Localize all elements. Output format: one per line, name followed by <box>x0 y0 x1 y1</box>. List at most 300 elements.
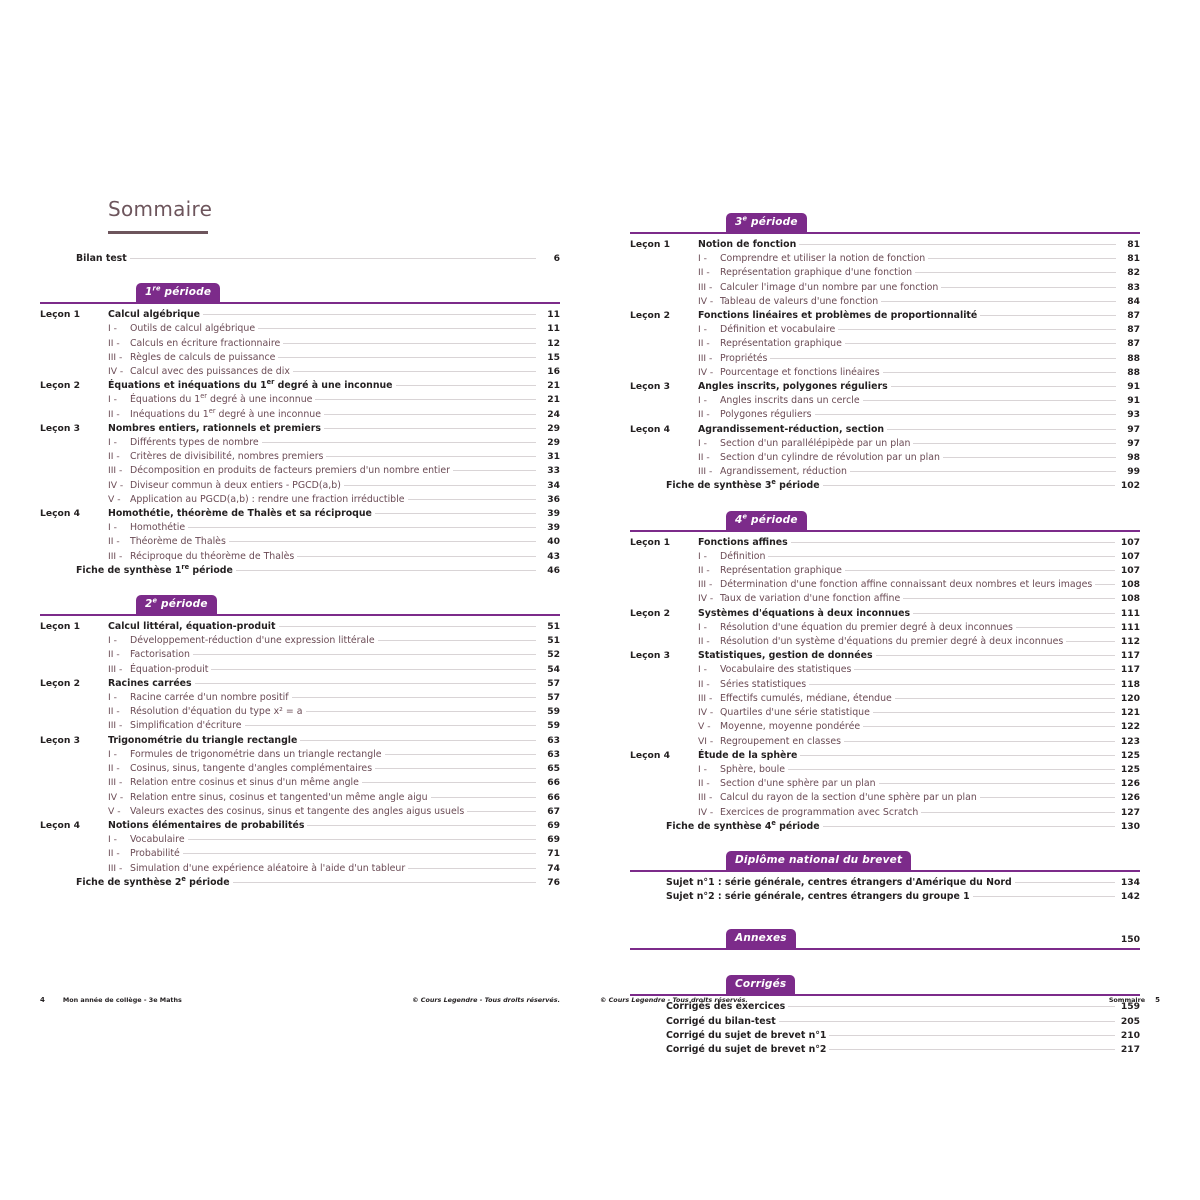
row-label: Corrigé du bilan-test <box>666 1015 776 1027</box>
subsection-numeral: II - <box>108 706 120 718</box>
row-label: Représentation graphique <box>720 565 842 577</box>
leader-line <box>195 683 536 684</box>
leader-line <box>375 768 536 769</box>
subsection-numeral: I - <box>698 253 707 265</box>
row-page-number: 91 <box>1127 395 1140 407</box>
row-page-number: 59 <box>547 720 560 732</box>
leader-line <box>1015 882 1115 883</box>
section-block <box>40 620 560 890</box>
toc-row-lesson[interactable] <box>630 536 1140 550</box>
subsection-numeral: III - <box>108 663 123 675</box>
row-label: Relation entre sinus, cosinus et tangented'un même angle aigu <box>130 791 428 803</box>
subsection-numeral: II - <box>108 451 120 463</box>
lesson-number: Leçon 1 <box>630 536 670 548</box>
row-label: Systèmes d'équations à deux inconnues <box>698 607 911 619</box>
row-label: Agrandissement-réduction, section <box>698 423 885 435</box>
row-label: Fonctions linéaires et problèmes de proportionnalité <box>698 310 978 322</box>
toc-row-subsection[interactable] <box>630 465 1140 479</box>
subsection-numeral: I - <box>698 324 707 336</box>
page-footers <box>0 996 1200 1004</box>
toc-row-entry[interactable] <box>630 1015 1140 1029</box>
row-page-number: 67 <box>547 805 560 817</box>
section-badge: 4e période <box>726 511 807 530</box>
row-label: Nombres entiers, rationnels et premiers <box>108 422 321 434</box>
leader-line <box>941 287 1116 288</box>
row-label: Sujet n°1 : série générale, centres étrangers d'Amérique du Nord <box>666 876 1012 888</box>
subsection-numeral: III - <box>108 777 123 789</box>
leader-line <box>891 386 1116 387</box>
toc-row-subsection[interactable] <box>40 450 560 464</box>
leader-line <box>211 669 536 670</box>
leader-line <box>203 314 536 315</box>
row-label: Détermination d'une fonction affine connaissant deux nombres et leurs images <box>720 579 1093 591</box>
toc-row-subsection[interactable] <box>630 281 1140 295</box>
row-page-number: 24 <box>547 408 560 420</box>
subsection-numeral: I - <box>108 323 117 335</box>
toc-row-subsection[interactable] <box>40 464 560 478</box>
section-badge: Annexes <box>726 929 796 948</box>
toc-row-subsection[interactable] <box>630 252 1140 266</box>
section-block <box>630 536 1140 834</box>
toc-row-subsection[interactable] <box>40 436 560 450</box>
toc-row-subsection[interactable] <box>630 592 1140 606</box>
row-label: Fiche de synthèse 4e période <box>666 818 820 832</box>
toc-row-subsection[interactable] <box>40 862 560 876</box>
leader-line <box>873 712 1115 713</box>
row-label: Simplification d'écriture <box>130 720 242 732</box>
row-page-number: 66 <box>547 777 560 789</box>
leader-line <box>467 811 536 812</box>
leader-line <box>1016 627 1115 628</box>
toc-row-fiche-synthese[interactable] <box>630 479 1140 493</box>
toc-row-subsection[interactable] <box>630 451 1140 465</box>
subsection-numeral: II - <box>698 565 710 577</box>
section-badge: 2e période <box>136 595 217 614</box>
toc-row-subsection[interactable] <box>40 748 560 762</box>
lesson-number: Leçon 2 <box>630 607 670 619</box>
leader-line <box>431 797 536 798</box>
toc-row-subsection[interactable] <box>40 648 560 662</box>
leader-line <box>262 442 536 443</box>
leader-line <box>258 328 536 329</box>
subsection-numeral: V - <box>698 721 711 733</box>
toc-row-subsection[interactable] <box>40 322 560 336</box>
toc-row-subsection[interactable] <box>630 678 1140 692</box>
leader-line <box>883 372 1116 373</box>
row-page-number: 217 <box>1120 1043 1140 1055</box>
row-page-number: 11 <box>547 309 560 321</box>
subsection-numeral: III - <box>698 792 713 804</box>
row-page-number: 39 <box>547 522 560 534</box>
toc-row-entry[interactable] <box>630 890 1140 904</box>
toc-row-lesson[interactable] <box>40 422 560 436</box>
leader-line <box>791 542 1115 543</box>
subsection-numeral: II - <box>698 452 710 464</box>
leader-line <box>324 428 536 429</box>
row-page-number: 108 <box>1120 593 1140 605</box>
toc-row-lesson[interactable] <box>40 819 560 833</box>
leader-line <box>453 470 536 471</box>
toc-row-lesson[interactable] <box>630 607 1140 621</box>
row-page-number: 93 <box>1127 409 1140 421</box>
subsection-numeral: V - <box>108 805 121 817</box>
leader-line <box>913 613 1115 614</box>
toc-row-lesson[interactable] <box>630 380 1140 394</box>
leader-line <box>800 755 1114 756</box>
row-page-number: 57 <box>547 692 560 704</box>
toc-row-subsection[interactable] <box>40 365 560 379</box>
toc-row-subsection[interactable] <box>630 706 1140 720</box>
row-page-number: 69 <box>547 819 560 831</box>
toc-row-lesson[interactable] <box>40 308 560 322</box>
subsection-numeral: II - <box>698 409 710 421</box>
row-page-number: 69 <box>547 834 560 846</box>
subsection-numeral: II - <box>698 267 710 279</box>
toc-row-subsection[interactable] <box>630 323 1140 337</box>
row-page-number: 117 <box>1120 650 1140 662</box>
toc-row-subsection[interactable] <box>630 266 1140 280</box>
subsection-numeral: IV - <box>108 479 124 491</box>
leader-line <box>815 414 1117 415</box>
leader-line <box>306 711 537 712</box>
section-rule <box>630 948 1140 950</box>
row-page-number: 52 <box>547 649 560 661</box>
row-page-number: 134 <box>1120 876 1140 888</box>
leader-line <box>1095 584 1115 585</box>
left-page-footer <box>0 996 600 1004</box>
toc-row-subsection[interactable] <box>630 791 1140 805</box>
leader-line <box>829 1035 1114 1036</box>
row-page-number: 15 <box>547 351 560 363</box>
toc-row-entry[interactable] <box>630 1043 1140 1057</box>
subsection-numeral: IV - <box>698 593 714 605</box>
toc-row-fiche-synthese[interactable] <box>40 564 560 578</box>
toc-row-subsection[interactable] <box>630 408 1140 422</box>
row-page-number: 81 <box>1127 239 1140 250</box>
row-page-number: 29 <box>547 422 560 434</box>
leader-line <box>297 556 536 557</box>
row-page-number: 46 <box>547 564 560 576</box>
leader-line <box>915 272 1116 273</box>
toc-row-subsection[interactable] <box>40 634 560 648</box>
section-rule <box>40 614 560 616</box>
toc-row-subsection[interactable] <box>630 621 1140 635</box>
toc-row-lesson[interactable] <box>40 507 560 521</box>
toc-row-subsection[interactable] <box>40 791 560 805</box>
leader-line <box>293 371 536 372</box>
toc-row-subsection[interactable] <box>630 564 1140 578</box>
row-page-number: 29 <box>547 437 560 449</box>
row-page-number: 83 <box>1127 281 1140 293</box>
row-page-number: 125 <box>1120 763 1140 775</box>
subsection-numeral: II - <box>698 636 710 648</box>
toc-row-subsection[interactable] <box>630 437 1140 451</box>
toc-row-subsection[interactable] <box>40 521 560 535</box>
section-block <box>630 238 1140 494</box>
row-page-number: 74 <box>547 862 560 874</box>
toc-row-entry[interactable] <box>630 876 1140 890</box>
toc-row-subsection[interactable] <box>40 719 560 733</box>
leader-line <box>1066 641 1115 642</box>
leader-line <box>408 868 536 869</box>
toc-row-subsection[interactable] <box>40 337 560 351</box>
row-label: Réciproque du théorème de Thalès <box>130 550 295 562</box>
section-rule <box>630 530 1140 532</box>
row-label: Critères de divisibilité, nombres premiers <box>130 451 324 463</box>
section-badge: 3e période <box>726 213 807 232</box>
subsection-numeral: III - <box>108 720 123 732</box>
subsection-numeral: I - <box>108 394 117 406</box>
toc-row-subsection[interactable] <box>40 691 560 705</box>
right-footer-page-number: 5 <box>1155 996 1160 1004</box>
left-footer-page-number: 4 <box>40 996 45 1004</box>
row-page-number: 87 <box>1127 338 1140 350</box>
leader-line <box>895 698 1115 699</box>
subsection-numeral: I - <box>108 437 117 449</box>
row-label: Formules de trigonométrie dans un triangle rectangle <box>130 748 382 760</box>
toc-row-fiche-synthese[interactable] <box>630 820 1140 834</box>
section-band <box>630 848 1140 872</box>
row-label: Effectifs cumulés, médiane, étendue <box>720 692 892 704</box>
leader-line <box>188 839 536 840</box>
leader-line <box>928 258 1116 259</box>
toc-row-subsection[interactable] <box>630 366 1140 380</box>
leader-line <box>183 853 536 854</box>
toc-row-subsection[interactable] <box>630 578 1140 592</box>
row-label: Développement-réduction d'une expression littérale <box>130 635 375 647</box>
section-band <box>630 210 1140 234</box>
row-label: Représentation graphique d'une fonction <box>720 267 913 279</box>
row-page-number: 107 <box>1120 550 1140 562</box>
row-page-number: 91 <box>1127 381 1140 393</box>
section-band <box>40 280 560 304</box>
row-label: Section d'un parallélépipède par un plan <box>720 437 911 449</box>
row-label: Règles de calculs de puissance <box>130 351 276 363</box>
row-page-number: 11 <box>547 323 560 335</box>
toc-row-subsection[interactable] <box>40 776 560 790</box>
toc-row-subsection[interactable] <box>40 847 560 861</box>
toc-row-subsection[interactable] <box>40 535 560 549</box>
leader-line <box>408 499 536 500</box>
row-page-number: 126 <box>1120 792 1140 804</box>
toc-row-subsection[interactable] <box>630 735 1140 749</box>
leader-line <box>770 358 1116 359</box>
lesson-number: Leçon 1 <box>40 621 80 633</box>
row-page-number: 108 <box>1120 579 1140 591</box>
row-label: Résolution d'un système d'équations du premier degré à deux inconnues <box>720 636 1064 648</box>
row-page-number: 76 <box>547 876 560 888</box>
toc-row-subsection[interactable] <box>40 351 560 365</box>
row-page-number: 12 <box>547 337 560 349</box>
subsection-numeral: III - <box>108 862 123 874</box>
row-page-number: 82 <box>1127 267 1140 279</box>
toc-row-lesson[interactable] <box>630 238 1140 252</box>
section-band <box>630 508 1140 532</box>
row-label: Probabilité <box>130 848 180 860</box>
section-block <box>40 308 560 578</box>
toc-row-subsection[interactable] <box>630 635 1140 649</box>
row-label: Fiche de synthèse 3e période <box>666 478 820 492</box>
toc-row-bilan-test[interactable] <box>40 252 560 266</box>
subsection-numeral: I - <box>698 763 707 775</box>
lesson-number: Leçon 3 <box>630 650 670 662</box>
row-page-number: 97 <box>1127 423 1140 435</box>
leader-line <box>188 527 536 528</box>
toc-row-fiche-synthese[interactable] <box>40 876 560 890</box>
toc-row-subsection[interactable] <box>630 394 1140 408</box>
toc-row-lesson[interactable] <box>630 749 1140 763</box>
row-page-number: 31 <box>547 451 560 463</box>
lesson-number: Leçon 4 <box>630 749 670 761</box>
toc-row-subsection[interactable] <box>630 663 1140 677</box>
toc-row-subsection[interactable] <box>40 805 560 819</box>
toc-row-subsection[interactable] <box>630 692 1140 706</box>
toc-row-subsection[interactable] <box>630 763 1140 777</box>
toc-row-subsection[interactable] <box>630 352 1140 366</box>
leader-line <box>838 329 1116 330</box>
toc-row-lesson[interactable] <box>40 734 560 748</box>
row-label: Cosinus, sinus, tangente d'angles complémentaires <box>130 763 373 775</box>
row-page-number: 112 <box>1120 636 1140 648</box>
toc-row-subsection[interactable] <box>40 408 560 422</box>
row-page-number: 107 <box>1120 565 1140 577</box>
lesson-number: Leçon 2 <box>40 677 80 689</box>
leader-line <box>845 343 1116 344</box>
toc-row-subsection[interactable] <box>40 705 560 719</box>
toc-row-subsection[interactable] <box>40 393 560 407</box>
leader-line <box>779 1021 1115 1022</box>
right-sections-container <box>630 210 1140 1057</box>
toc-row-subsection[interactable] <box>40 479 560 493</box>
row-label: Définition et vocabulaire <box>720 324 836 336</box>
row-label: Application au PGCD(a,b) : rendre une fraction irréductible <box>130 493 405 505</box>
toc-row-lesson[interactable] <box>630 423 1140 437</box>
right-page <box>600 0 1200 1200</box>
row-page-number: 51 <box>547 621 560 633</box>
leader-line <box>245 725 536 726</box>
subsection-numeral: III - <box>108 550 123 562</box>
row-page-number: 84 <box>1127 295 1140 307</box>
row-page-number: 57 <box>547 677 560 689</box>
leader-line <box>344 485 536 486</box>
lesson-number: Leçon 4 <box>40 508 80 520</box>
row-label: Relation entre cosinus et sinus d'un même angle <box>130 777 359 789</box>
row-label: Fonctions affines <box>698 536 788 548</box>
toc-row-lesson[interactable] <box>630 309 1140 323</box>
leader-line <box>829 1049 1114 1050</box>
leader-line <box>980 797 1115 798</box>
row-page-number: 21 <box>547 394 560 406</box>
row-label: Simulation d'une expérience aléatoire à l'aide d'un tableur <box>130 862 406 874</box>
row-label: Trigonométrie du triangle rectangle <box>108 734 298 746</box>
lesson-number: Leçon 2 <box>40 380 80 392</box>
leader-line <box>913 443 1116 444</box>
leader-line <box>768 556 1114 557</box>
subsection-numeral: II - <box>108 408 120 420</box>
leader-line <box>809 684 1115 685</box>
lesson-number: Leçon 3 <box>630 381 670 393</box>
row-label: Racines carrées <box>108 677 192 689</box>
row-label: Bilan test <box>76 253 127 264</box>
toc-row-subsection[interactable] <box>630 777 1140 791</box>
row-label: Agrandissement, réduction <box>720 466 847 478</box>
toc-row-subsection[interactable] <box>630 720 1140 734</box>
row-page-number: 51 <box>547 635 560 647</box>
lesson-number: Leçon 1 <box>630 239 670 250</box>
toc-row-lesson[interactable] <box>40 677 560 691</box>
section-badge: 1re période <box>136 283 220 302</box>
row-label: Notions élémentaires de probabilités <box>108 819 305 831</box>
leader-line <box>362 782 536 783</box>
row-label: Équations et inéquations du 1er degré à une inconnue <box>108 378 393 392</box>
row-label: Valeurs exactes des cosinus, sinus et tangente des angles aigus usuels <box>130 805 465 817</box>
row-page-number: 88 <box>1127 352 1140 364</box>
leader-line <box>396 385 536 386</box>
leader-line <box>278 357 536 358</box>
lesson-number: Leçon 4 <box>630 423 670 435</box>
lesson-number: Leçon 4 <box>40 819 80 831</box>
leader-line <box>229 541 536 542</box>
lesson-number: Leçon 1 <box>40 309 80 321</box>
subsection-numeral: II - <box>108 536 120 548</box>
toc-row-subsection[interactable] <box>630 550 1140 564</box>
row-page-number: 99 <box>1127 466 1140 478</box>
toc-row-subsection[interactable] <box>630 337 1140 351</box>
toc-row-subsection[interactable] <box>40 663 560 677</box>
row-page-number: 127 <box>1120 806 1140 818</box>
leader-line <box>863 726 1115 727</box>
row-label: Calcul du rayon de la section d'une sphère par un plan <box>720 792 977 804</box>
toc-row-lesson[interactable] <box>40 379 560 393</box>
toc-row-subsection[interactable] <box>40 493 560 507</box>
toc-row-subsection[interactable] <box>40 550 560 564</box>
row-page-number: 16 <box>547 366 560 378</box>
row-label: Calculer l'image d'un nombre par une fonction <box>720 281 939 293</box>
row-label: Équations du 1er degré à une inconnue <box>130 392 313 406</box>
subsection-numeral: I - <box>108 692 117 704</box>
row-page-number: 205 <box>1120 1015 1140 1027</box>
toc-row-subsection[interactable] <box>40 833 560 847</box>
toc-row-entry[interactable] <box>630 1029 1140 1043</box>
row-label: Résolution d'une équation du premier degré à deux inconnues <box>720 621 1013 633</box>
row-label: Représentation graphique <box>720 338 842 350</box>
leader-line <box>921 812 1114 813</box>
subsection-numeral: II - <box>698 338 710 350</box>
right-page-footer <box>600 996 1200 1004</box>
toc-row-subsection[interactable] <box>40 762 560 776</box>
subsection-numeral: IV - <box>698 366 714 378</box>
corriges-block <box>630 1000 1140 1057</box>
subsection-numeral: II - <box>108 337 120 349</box>
subsection-numeral: II - <box>698 778 710 790</box>
leader-line <box>881 301 1116 302</box>
subsection-numeral: II - <box>108 763 120 775</box>
toc-row-lesson[interactable] <box>630 649 1140 663</box>
section-page-number: 150 <box>1120 934 1140 946</box>
leader-line <box>879 783 1115 784</box>
leader-line <box>854 669 1114 670</box>
toc-row-subsection[interactable] <box>630 295 1140 309</box>
brevet-block <box>630 876 1140 904</box>
leader-line <box>292 697 536 698</box>
toc-row-lesson[interactable] <box>40 620 560 634</box>
row-label: Statistiques, gestion de données <box>698 650 873 662</box>
row-page-number: 40 <box>547 536 560 548</box>
toc-row-subsection[interactable] <box>630 806 1140 820</box>
row-page-number: 126 <box>1120 778 1140 790</box>
section-badge: Diplôme national du brevet <box>726 851 911 870</box>
subsection-numeral: IV - <box>108 791 124 803</box>
